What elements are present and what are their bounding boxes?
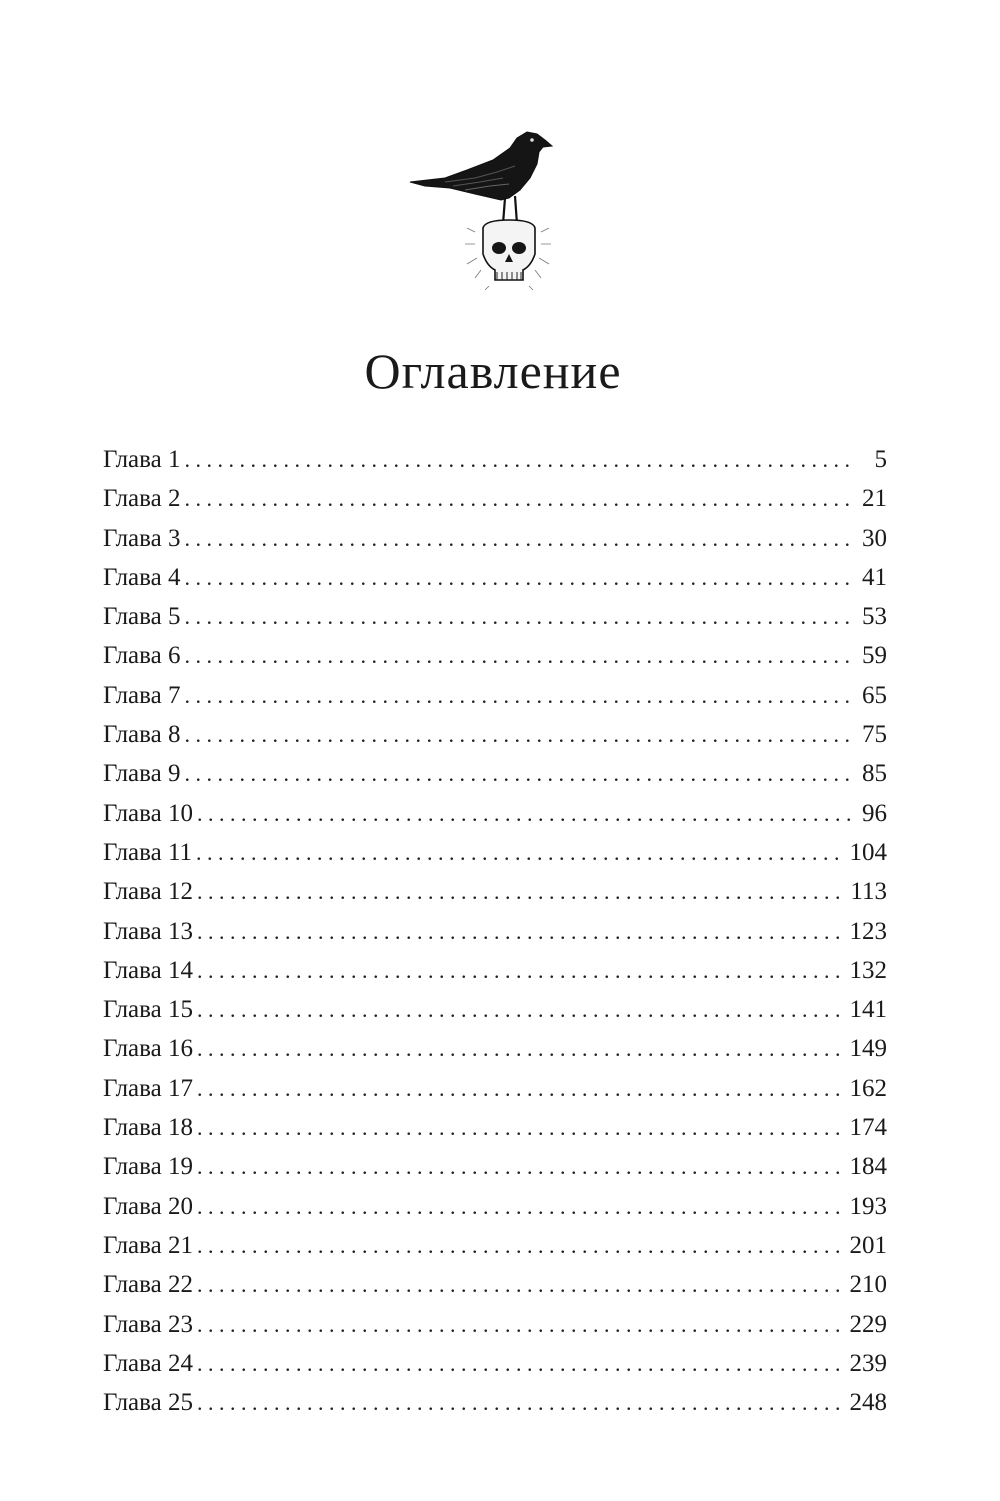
toc-dot-leader [184,636,851,675]
toc-entry-label: Глава 20 [103,1192,193,1220]
toc-entry [103,951,887,990]
toc-entry-label: Глава 4 [103,563,181,591]
toc-entry [103,1305,887,1344]
toc-entry [103,990,887,1029]
toc-dot-leader [197,1226,844,1265]
toc-dot-leader [184,597,851,636]
toc-entry-label: Глава 13 [103,917,193,945]
toc-entry-label: Глава 23 [103,1310,193,1338]
toc-dot-leader [184,676,851,715]
toc-dot-leader [197,1344,844,1383]
toc-entry [103,1344,887,1383]
toc-entry-label: Глава 14 [103,956,193,984]
toc-entry-page-number: 85 [862,760,887,788]
toc-entry-label: Глава 7 [103,681,181,709]
toc-entry [103,794,887,833]
toc-entry-page-number: 30 [862,524,887,552]
toc-entry [103,912,887,951]
toc-entry-label: Глава 18 [103,1114,193,1142]
toc-entry-page-number: 104 [849,838,887,866]
toc-entry [103,872,887,911]
toc-entry [103,715,887,754]
toc-dot-leader [197,1383,844,1422]
toc-dot-leader [197,872,844,911]
page-title: Оглавление [364,343,622,399]
toc-dot-leader [197,951,844,990]
toc-entry-label: Глава 12 [103,878,193,906]
toc-entry [103,1383,887,1422]
toc-entry-label: Глава 6 [103,642,181,670]
toc-entry-label: Глава 22 [103,1271,193,1299]
toc-entry-page-number: 141 [849,996,887,1024]
toc-entry-label: Глава 5 [103,603,181,631]
toc-entry-page-number: 21 [862,485,887,513]
toc-entry [103,1265,887,1304]
toc-entry [103,1108,887,1147]
toc-dot-leader [196,833,843,872]
toc-entry [103,597,887,636]
toc-entry-label: Глава 1 [103,446,181,473]
toc-entry-page-number: 5 [874,446,887,473]
toc-entry-page-number: 201 [849,1231,887,1259]
toc-entry [103,440,887,479]
toc-entry-page-number: 149 [849,1035,887,1063]
toc-dot-leader [197,912,844,951]
toc-entry-page-number: 96 [862,799,887,827]
toc-entry-page-number: 132 [849,956,887,984]
toc-entry-label: Глава 17 [103,1074,193,1102]
toc-entry-page-number: 75 [862,721,887,749]
toc-entry [103,1069,887,1108]
raven-on-skull-icon [405,120,565,290]
toc-dot-leader [197,1069,844,1108]
toc-entry [103,1226,887,1265]
toc-entry [103,1029,887,1068]
toc-entry [103,1147,887,1186]
toc-dot-leader [197,1147,844,1186]
toc-dot-leader [184,440,851,479]
toc-dot-leader [197,794,851,833]
toc-entry-label: Глава 10 [103,799,193,827]
toc-entry-page-number: 239 [849,1349,887,1377]
toc-entry-page-number: 113 [850,878,887,906]
toc-entry-page-number: 59 [862,642,887,670]
toc-entry [103,754,887,793]
toc-entry-page-number: 162 [849,1074,887,1102]
toc-entry-label: Глава 3 [103,524,181,552]
toc-dot-leader [197,990,844,1029]
toc-entry-label: Глава 25 [103,1389,193,1417]
toc-entry-page-number: 229 [849,1310,887,1338]
toc-entry [103,636,887,675]
toc-entry-label: Глава 16 [103,1035,193,1063]
toc-entry-label: Глава 15 [103,996,193,1024]
toc-entry-page-number: 248 [849,1389,887,1417]
toc-entry-page-number: 65 [862,681,887,709]
toc-entry-page-number: 193 [849,1192,887,1220]
toc-entry-page-number: 41 [862,563,887,591]
toc-dot-leader [184,479,851,518]
table-of-contents [103,440,887,1422]
toc-dot-leader [184,558,851,597]
toc-entry-label: Глава 21 [103,1231,193,1259]
toc-entry [103,1187,887,1226]
toc-dot-leader [184,754,851,793]
toc-dot-leader [197,1305,844,1344]
toc-entry-label: Глава 11 [103,838,193,866]
toc-entry-label: Глава 19 [103,1153,193,1181]
toc-entry [103,519,887,558]
toc-entry-page-number: 184 [849,1153,887,1181]
toc-entry-label: Глава 2 [103,485,181,513]
toc-entry-page-number: 53 [862,603,887,631]
toc-entry [103,558,887,597]
toc-entry-label: Глава 24 [103,1349,193,1377]
toc-entry-label: Глава 8 [103,721,181,749]
toc-dot-leader [197,1187,844,1226]
toc-entry-page-number: 123 [849,917,887,945]
toc-dot-leader [184,519,851,558]
toc-entry-label: Глава 9 [103,760,181,788]
toc-entry-page-number: 210 [849,1271,887,1299]
toc-dot-leader [197,1029,844,1068]
toc-dot-leader [197,1108,844,1147]
toc-dot-leader [184,715,851,754]
toc-entry-page-number: 174 [849,1114,887,1142]
toc-entry [103,479,887,518]
toc-entry [103,676,887,715]
toc-entry [103,833,887,872]
toc-dot-leader [197,1265,844,1304]
